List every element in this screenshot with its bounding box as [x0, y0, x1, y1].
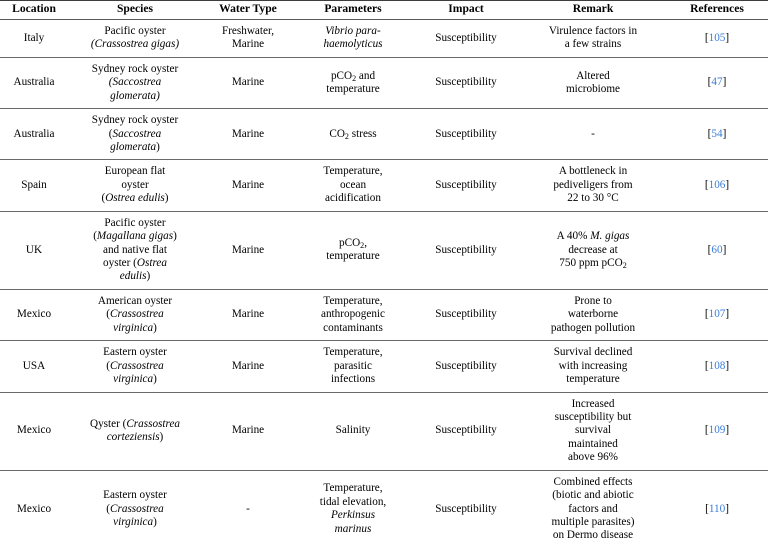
- water-type-value: Marine: [231, 127, 265, 140]
- reference-link[interactable]: 108: [708, 359, 726, 372]
- reference-citation[interactable]: [47]: [707, 76, 727, 89]
- table-header: [0, 1, 768, 20]
- cell-remark: [520, 341, 666, 392]
- impact-value: Susceptibility: [435, 127, 497, 140]
- cell-location: [0, 289, 68, 340]
- cell-remark: [520, 470, 666, 548]
- reference-link[interactable]: 107: [708, 308, 726, 321]
- remark-value: -: [591, 127, 595, 140]
- reference-citation[interactable]: [109]: [704, 424, 730, 437]
- remark-value: Prone to waterborne pathogen pollution: [550, 294, 636, 334]
- cell-species: [68, 109, 202, 160]
- table-row: [0, 289, 768, 340]
- location-value: USA: [22, 359, 46, 372]
- cell-references: [666, 289, 768, 340]
- reference-citation[interactable]: [107]: [704, 308, 730, 321]
- species-scientific-name: (Crassostrea virginica): [106, 359, 164, 386]
- water-type-value: Marine: [231, 359, 265, 372]
- parameters-value: Salinity: [335, 424, 371, 437]
- location-value: Italy: [23, 31, 45, 44]
- cell-impact: [412, 160, 520, 211]
- cell-impact: [412, 392, 520, 470]
- cell-parameters: [294, 289, 412, 340]
- table-row: [0, 470, 768, 548]
- cell-location: [0, 57, 68, 108]
- water-type-value: Marine: [231, 178, 265, 191]
- location-value: Spain: [21, 178, 47, 191]
- cell-remark: [520, 57, 666, 108]
- species-common-name: Sydney rock oyster: [91, 62, 179, 75]
- species-common-name: Sydney rock oyster: [91, 114, 179, 127]
- parameters-value: $CO_2$ stress: [329, 127, 377, 141]
- table-header-row: [0, 1, 768, 20]
- cell-species: [68, 211, 202, 289]
- column-header-references: References: [666, 1, 768, 20]
- location-value: Australia: [13, 127, 55, 140]
- species-common-name: Pacific oyster: [104, 24, 166, 37]
- cell-parameters: [294, 470, 412, 548]
- cell-remark: [520, 109, 666, 160]
- reference-link[interactable]: 110: [708, 502, 726, 515]
- parameters-value: pCO$_2$ and temperature: [326, 69, 380, 95]
- cell-references: [666, 211, 768, 289]
- water-type-value: Marine: [231, 243, 265, 256]
- species-scientific-name: (Crassostrea virginica): [106, 502, 164, 529]
- cell-references: [666, 57, 768, 108]
- cell-water-type: [202, 211, 294, 289]
- cell-species: [68, 470, 202, 548]
- species-common-name: American oyster: [97, 294, 173, 307]
- cell-water-type: [202, 160, 294, 211]
- species-scientific-name: (Crassostrea virginica): [106, 308, 164, 334]
- parameters-value: Vibrio para- haemolyticus: [323, 24, 383, 51]
- location-value: Australia: [13, 76, 55, 89]
- cell-water-type: [202, 57, 294, 108]
- reference-citation[interactable]: [105]: [704, 31, 730, 44]
- cell-parameters: [294, 211, 412, 289]
- column-header-location: Location: [0, 1, 68, 20]
- cell-water-type: [202, 19, 294, 57]
- remark-value: A 40% M. gigas decrease at 750 ppm pCO$_2$: [556, 230, 630, 270]
- reference-link[interactable]: 106: [708, 178, 726, 191]
- cell-references: [666, 160, 768, 211]
- parameters-value: Temperature, anthropogenic contaminants: [321, 294, 385, 334]
- reference-link[interactable]: 109: [708, 424, 726, 437]
- cell-location: [0, 19, 68, 57]
- cell-parameters: [294, 160, 412, 211]
- species-common-name: Eastern oyster: [103, 489, 167, 502]
- impact-value: Susceptibility: [435, 502, 497, 515]
- cell-species: [68, 392, 202, 470]
- table-row: [0, 341, 768, 392]
- cell-location: [0, 341, 68, 392]
- cell-location: [0, 470, 68, 548]
- cell-remark: [520, 211, 666, 289]
- cell-parameters: [294, 57, 412, 108]
- species-scientific-name: (Ostrea edulis): [101, 192, 169, 205]
- cell-references: [666, 470, 768, 548]
- cell-species: [68, 341, 202, 392]
- species-common-name: Qyster (Crassostrea corteziensis): [89, 417, 181, 444]
- table-row: [0, 109, 768, 160]
- cell-water-type: [202, 341, 294, 392]
- cell-location: [0, 211, 68, 289]
- cell-water-type: [202, 289, 294, 340]
- reference-citation[interactable]: [110]: [705, 502, 729, 515]
- species-common-name: European flat oyster: [104, 165, 166, 191]
- species-common-name: Pacific oyster (Magallana gigas) and native flat oyster (Ostrea edulis): [93, 216, 177, 283]
- impact-value: Susceptibility: [435, 243, 497, 256]
- parameters-value: pCO$_2$, temperature: [326, 236, 380, 263]
- water-type-value: Marine: [231, 424, 265, 437]
- table-row: [0, 160, 768, 211]
- impact-value: Susceptibility: [435, 424, 497, 437]
- reference-link[interactable]: 60: [711, 243, 723, 256]
- species-scientific-name: (Saccostrea glomerata): [108, 127, 162, 153]
- cell-species: [68, 160, 202, 211]
- cell-remark: [520, 289, 666, 340]
- species-scientific-name: (Crassostrea gigas): [90, 38, 180, 51]
- remark-value: Survival declined with increasing temperature: [553, 346, 633, 386]
- reference-link[interactable]: 47: [711, 76, 723, 89]
- cell-water-type: [202, 392, 294, 470]
- column-header-impact: Impact: [412, 1, 520, 20]
- cell-parameters: [294, 109, 412, 160]
- cell-location: [0, 392, 68, 470]
- cell-impact: [412, 19, 520, 57]
- water-type-value: Marine: [231, 76, 265, 89]
- cell-water-type: [202, 109, 294, 160]
- cell-impact: [412, 109, 520, 160]
- parameters-value: Temperature, ocean acidification: [323, 165, 383, 205]
- remark-value: Combined effects (biotic and abiotic factors and multiple parasites) on Dermo disease: [551, 475, 635, 542]
- cell-impact: [412, 57, 520, 108]
- cell-parameters: [294, 19, 412, 57]
- table-row: [0, 211, 768, 289]
- impact-value: Susceptibility: [435, 31, 497, 44]
- cell-species: [68, 19, 202, 57]
- location-value: Mexico: [16, 308, 52, 321]
- impact-value: Susceptibility: [435, 308, 497, 321]
- table-row: [0, 392, 768, 470]
- reference-citation[interactable]: [60]: [707, 243, 727, 256]
- water-type-value: -: [246, 502, 250, 515]
- cell-remark: [520, 160, 666, 211]
- parameters-value: Temperature, tidal elevation, Perkinsus marinus: [319, 482, 387, 535]
- column-header-parameters: Parameters: [294, 1, 412, 20]
- cell-parameters: [294, 341, 412, 392]
- cell-remark: [520, 19, 666, 57]
- species-scientific-name: (Saccostrea glomerata): [108, 76, 162, 102]
- water-type-value: Marine: [231, 308, 265, 321]
- impact-value: Susceptibility: [435, 359, 497, 372]
- cell-species: [68, 289, 202, 340]
- table-row: [0, 19, 768, 57]
- parameters-value: Temperature, parasitic infections: [323, 346, 383, 386]
- remark-value: Altered microbiome: [565, 69, 621, 95]
- cell-impact: [412, 289, 520, 340]
- location-value: Mexico: [16, 424, 52, 437]
- cell-impact: [412, 211, 520, 289]
- cell-water-type: [202, 470, 294, 548]
- cell-species: [68, 57, 202, 108]
- cell-location: [0, 109, 68, 160]
- remark-value: Virulence factors in a few strains: [548, 24, 638, 51]
- remark-value: Increased susceptibility but survival maintained above 96%: [554, 397, 632, 464]
- table-body: [0, 19, 768, 548]
- species-common-name: Eastern oyster: [103, 346, 167, 359]
- column-header-remark: Remark: [520, 1, 666, 20]
- cell-impact: [412, 341, 520, 392]
- cell-references: [666, 109, 768, 160]
- location-value: UK: [25, 243, 43, 256]
- reference-citation[interactable]: [54]: [707, 127, 727, 140]
- cell-references: [666, 19, 768, 57]
- cell-impact: [412, 470, 520, 548]
- column-header-species: Species: [68, 1, 202, 20]
- reference-citation[interactable]: [106]: [704, 178, 730, 191]
- column-header-water-type: Water Type: [202, 1, 294, 20]
- reference-citation[interactable]: [108]: [704, 359, 730, 372]
- impact-value: Susceptibility: [435, 178, 497, 191]
- cell-references: [666, 392, 768, 470]
- impact-value: Susceptibility: [435, 76, 497, 89]
- cell-parameters: [294, 392, 412, 470]
- reference-link[interactable]: 105: [708, 31, 726, 44]
- cell-references: [666, 341, 768, 392]
- location-value: Mexico: [16, 502, 52, 515]
- reference-link[interactable]: 54: [711, 127, 723, 140]
- water-type-value: Freshwater, Marine: [221, 24, 275, 51]
- remark-value: A bottleneck in pediveligers from 22 to 30 °C: [553, 165, 633, 205]
- cell-location: [0, 160, 68, 211]
- table-row: [0, 57, 768, 108]
- cell-remark: [520, 392, 666, 470]
